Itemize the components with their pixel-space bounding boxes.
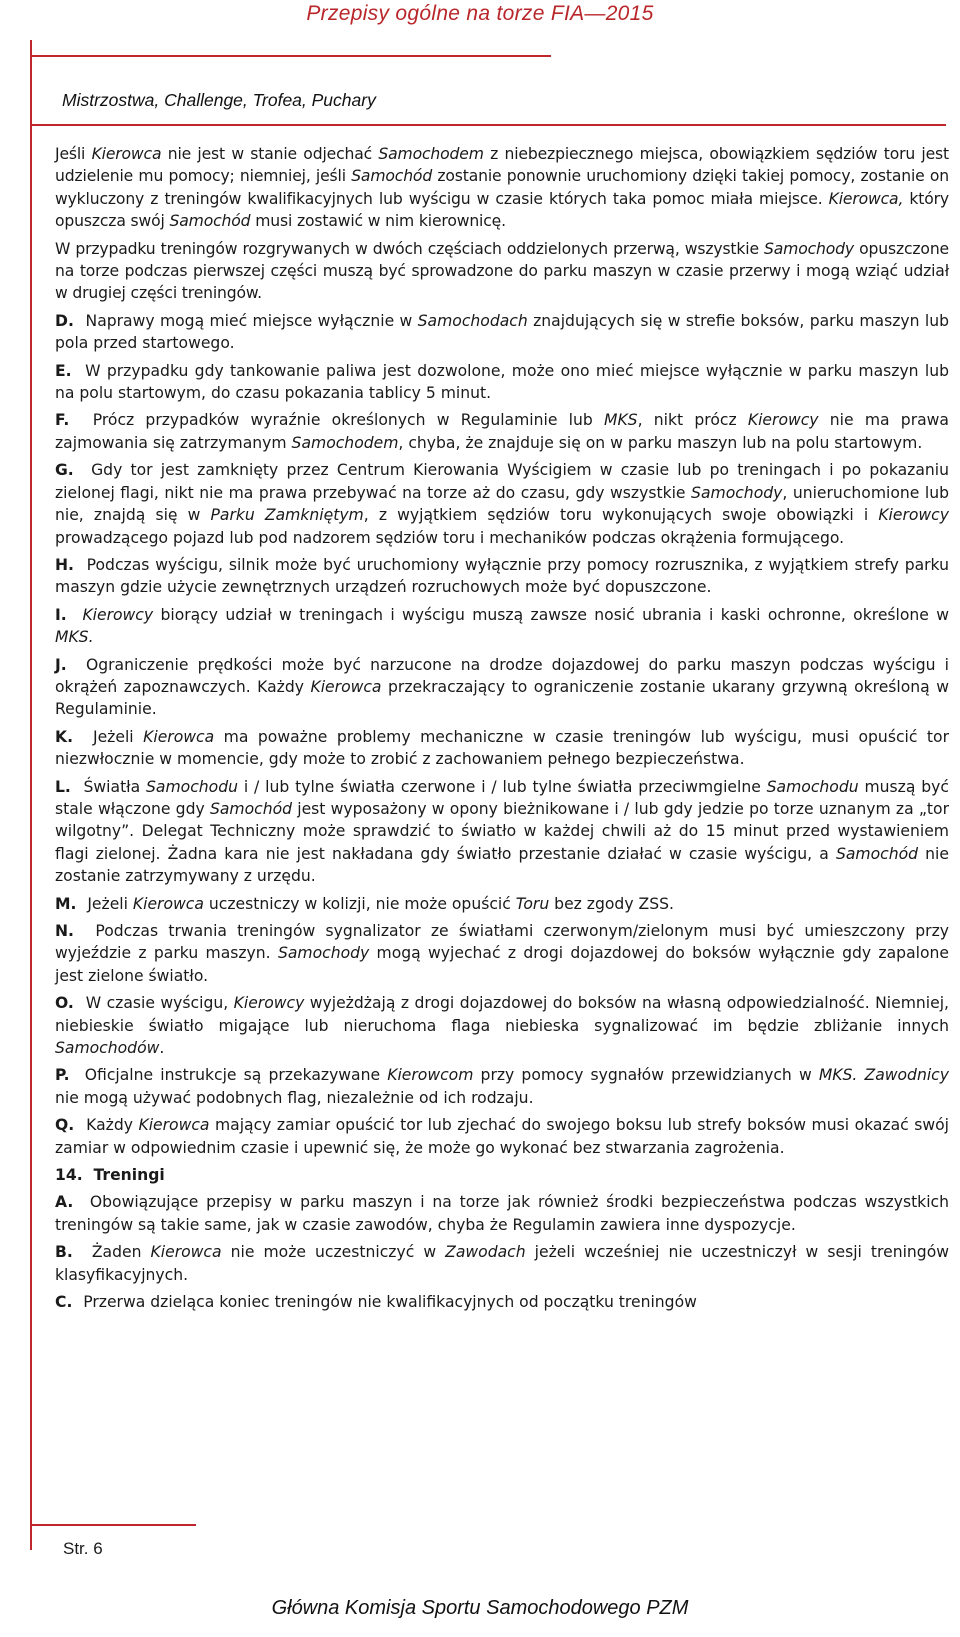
paragraph-label: F. (55, 411, 70, 430)
text-run: Przerwa dzieląca koniec treningów nie kwalifikacyjnych od początku treningów (83, 1293, 697, 1312)
paragraph-label: I. (55, 605, 67, 624)
italic-term: MKS. Zawodnicy (818, 1066, 949, 1085)
text-run: nie ma prawa zajmowania się zatrzymanym (55, 411, 949, 452)
left-margin-rule (30, 40, 32, 1550)
paragraph (55, 893, 949, 915)
paragraph-label: C. (55, 1293, 73, 1312)
paragraph (55, 360, 949, 405)
section-paragraph-list (55, 1191, 949, 1313)
italic-term: Kierowca (150, 1243, 222, 1262)
text-run: przy pomocy sygnałów przewidzianych w (473, 1066, 819, 1085)
text-run: Żaden (91, 1243, 151, 1262)
text-run: mający zamiar opuścić tor lub zjechać do swojego boksu lub strefy boksów musi okazać swój zamiar w odpowiednim czasie i upewnić się, że może go wykonać bez stwarzania zagrożenia. (55, 1116, 949, 1157)
italic-term: Zawodach (445, 1243, 526, 1262)
italic-term: Samochodu (146, 777, 238, 796)
section-heading (55, 1164, 949, 1186)
italic-term: Parku Zamkniętym (210, 506, 364, 525)
text-run: Naprawy mogą mieć miejsce wyłącznie w (85, 311, 418, 330)
italic-term: Samochód (351, 167, 433, 186)
section-title: Treningi (93, 1166, 165, 1185)
italic-term: Samochodach (417, 311, 528, 330)
text-run: który opuszcza swój (55, 189, 949, 231)
text-run: znajdujących się w strefie boksów, parku maszyn lub pola przed startowego. (55, 311, 949, 353)
paragraph (55, 654, 949, 721)
text-run: wyjeżdżają z drogi dojazdowej do boksów na własną odpowiedzialność. Niemniej, niebieskie światło migające lub nieruchoma flaga niebieska sygnalizować im będzie zbliżanie innych (55, 994, 949, 1035)
italic-term: MKS (604, 411, 638, 430)
paragraph (55, 726, 949, 771)
text-run: przekraczający to ograniczenie zostanie ukarany grzywną określoną w Regulaminie. (55, 677, 949, 719)
italic-term: Kierowca (143, 727, 215, 746)
italic-term: Kierowcom (387, 1066, 474, 1085)
text-run: Oficjalne instrukcje są przekazywane (84, 1066, 388, 1085)
paragraph (55, 992, 949, 1059)
italic-term: Kierowca (310, 677, 382, 696)
text-run: jeżeli wcześniej nie uczestniczył w sesji treningów klasyfikacyjnych. (55, 1243, 949, 1284)
paragraph-label: L. (55, 777, 71, 796)
italic-term: Kierowcy (878, 506, 949, 525)
text-run: mogą wyjechać z drogi dojazdowej do boksów wyłącznie gdy zapalone jest zielone światło. (55, 944, 949, 985)
text-run: Światła (83, 777, 147, 796)
text-run: W przypadku gdy tankowanie paliwa jest dozwolone, może ono mieć miejsce wyłącznie w parku maszyn lub na polu startowym, do czasu pokazania tablicy 5 minut. (55, 361, 949, 403)
text-run: Jeżeli (92, 727, 144, 746)
text-run: Obowiązujące przepisy w parku maszyn i na torze jak również środki bezpieczeństwa podczas wszystkich treningów są takie same, jak w czasie zawodów, chyba że Regulamin zawiera inne dyspozycje. (55, 1193, 950, 1234)
paragraph (55, 459, 949, 549)
italic-term: Samochody (277, 944, 370, 963)
footer-rule (31, 1524, 196, 1526)
text-run: , unieruchomione lub nie, znajdą się w (55, 483, 949, 525)
italic-term: Toru (515, 894, 550, 913)
italic-term: Kierowca (91, 145, 162, 163)
paragraph (55, 310, 949, 355)
paragraph-label: P. (55, 1066, 70, 1085)
paragraph (55, 1114, 949, 1159)
italic-term: Kierowcy (747, 411, 819, 430)
text-run: zostanie ponownie uruchomiony dzięki takiej pomocy, zostanie on wykluczony z treningów kwalifikacyjnych lub wyścigu w czasie których taka pomoc miała miejsce. (55, 167, 950, 208)
paragraph-label: H. (55, 555, 74, 574)
text-run: muszą być stale włączone gdy (55, 777, 949, 818)
document-header-title: Przepisy ogólne na torze FIA—2015 (306, 2, 654, 25)
text-run: nie mogą używać podobnych flag, niezależnie od ich rodzaju. (55, 1088, 534, 1107)
text-run: musi zostawić w nim kierownicę. (250, 212, 506, 231)
italic-term: Kierowca (138, 1116, 210, 1135)
text-run: biorący udział w treningach i wyścigu muszą zawsze nosić ubrania i kaski ochronne, określone w (153, 605, 950, 624)
paragraph-label: M. (55, 894, 77, 913)
paragraph-label: E. (55, 361, 72, 380)
text-run: W przypadku treningów rozgrywanych w dwóch częściach oddzielonych przerwą, wszystkie (55, 239, 765, 258)
document-subheader: Mistrzostwa, Challenge, Trofea, Puchary (62, 90, 376, 110)
italic-term: Samochód (209, 799, 293, 818)
paragraph (55, 1191, 949, 1236)
italic-term: Samochody (764, 239, 854, 258)
text-run: nie może uczestniczyć w (221, 1243, 446, 1262)
text-run: , chyba, że znajduje się on w parku maszyn lub na polu startowym. (398, 433, 923, 452)
paragraph (55, 1291, 949, 1313)
paragraph (55, 920, 949, 987)
header-rule (31, 55, 551, 57)
text-run: z niebezpiecznego miejsca, obowiązkiem sędziów toru jest udzielenie mu pomocy; niemniej, jeśli (55, 145, 949, 186)
text-run: . (159, 1039, 165, 1058)
italic-term: Samochód (835, 844, 919, 863)
text-run: Gdy tor jest zamknięty przez Centrum Kierowania Wyścigiem w czasie lub po treningach i po pokazaniu zielonej flagi, nikt nie ma prawa przebywać na torze aż do czasu, gdy wszystkie (55, 461, 949, 502)
paragraph (55, 554, 949, 599)
paragraph-label: A. (55, 1193, 74, 1212)
text-run: prowadzącego pojazd lub pod nadzorem sędziów toru i mechaników podczas okrążenia formującego. (55, 528, 845, 547)
text-run: nie zostanie zatrzymywany z urzędu. (55, 844, 949, 886)
text-run: Podczas wyścigu, silnik może być uruchomiony wyłącznie przy pomocy rozrusznika, z wyjątkiem strefy parku maszyn gdzie użycie zewnętrznych urządzeń rozruchowych może być dopuszczone. (55, 555, 949, 597)
paragraph-label: N. (55, 922, 74, 940)
text-run: i / lub tylne światła czerwone i / lub tylne światła przeciwmgielne (238, 777, 767, 796)
text-run: nie jest w stanie odjechać (161, 145, 379, 163)
italic-term: Samochodem (291, 433, 399, 452)
paragraph (55, 604, 949, 649)
text-run: jest wyposażony w opony bieżnikowane i / lub gdy jedzie po torze uznanym za „tor wilgotny”. Delegat Techniczny może sprawdzić to światło w każdej chwili aż do 15 minut przed wystawieniem flagi zielonej. Żadna kara nie jest nakładana gdy światło przestanie działać w czasie wyścigu, a (55, 799, 949, 863)
text-run: W czasie wyścigu, (85, 994, 234, 1013)
paragraph (55, 238, 949, 305)
italic-term: Samochód (169, 212, 251, 231)
text-run: Prócz przypadków wyraźnie określonych w Regulaminie lub (92, 411, 604, 430)
italic-term: Kierowcy (233, 994, 305, 1013)
italic-term: Samochody (691, 483, 783, 502)
text-run: Podczas trwania treningów sygnalizator ze światłami czerwonym/zielonym musi być umieszczony przy wyjeździe z parku maszyn. (55, 922, 949, 963)
paragraph-label: O. (55, 994, 74, 1013)
italic-term: Kierowca, (828, 189, 904, 208)
paragraph-label: G. (55, 461, 74, 480)
page-number: Str. 6 (63, 1539, 103, 1558)
italic-term: Samochodów (55, 1039, 160, 1058)
text-run: Jeśli (55, 145, 92, 163)
paragraph-list (55, 143, 949, 1159)
paragraph-label: B. (55, 1243, 73, 1262)
text-run: Jeżeli (87, 894, 133, 913)
document-body (55, 143, 949, 1319)
document-footer: Główna Komisja Sportu Samochodowego PZM (271, 1597, 689, 1619)
subheader-rule (31, 124, 946, 126)
italic-term: Samochodu (766, 777, 859, 796)
text-run: Ograniczenie prędkości może być narzucone na drodze dojazdowej do parku maszyn podczas wyścigu i okrążeń zapoznawczych. Każdy (55, 655, 949, 696)
paragraph (55, 776, 949, 888)
text-run: bez zgody ZSS. (549, 894, 674, 913)
text-run: Każdy (86, 1116, 139, 1135)
text-run: , z wyjątkiem sędziów toru wykonujących swoje obowiązki i (363, 506, 879, 525)
section-number: 14. (55, 1166, 83, 1185)
paragraph (55, 143, 949, 233)
paragraph-label: Q. (55, 1116, 75, 1135)
text-run: opuszczone na torze podczas pierwszej części muszą być sprowadzone do parku maszyn w czasie przerwy i mogą wziąć udział w drugiej części treningów. (55, 239, 950, 303)
text-run: uczestniczy w kolizji, nie może opuścić (203, 894, 516, 913)
text-run: , nikt prócz (637, 411, 748, 430)
text-run: ma poważne problemy mechaniczne w czasie treningów lub wyścigu, musi opuścić tor niezwłocznie w momencie, gdy może to zrobić z zachowaniem pełnego bezpieczeństwa. (55, 727, 949, 769)
italic-term: MKS. (55, 628, 94, 647)
italic-term: Samochodem (378, 145, 484, 163)
paragraph (55, 1241, 949, 1286)
italic-term: Kierowcy (82, 605, 154, 624)
paragraph-label: K. (55, 727, 74, 746)
paragraph-label: D. (55, 311, 74, 330)
italic-term: Kierowca (132, 894, 204, 913)
paragraph-label: J. (55, 655, 67, 674)
paragraph (55, 409, 949, 454)
paragraph (55, 1064, 949, 1109)
